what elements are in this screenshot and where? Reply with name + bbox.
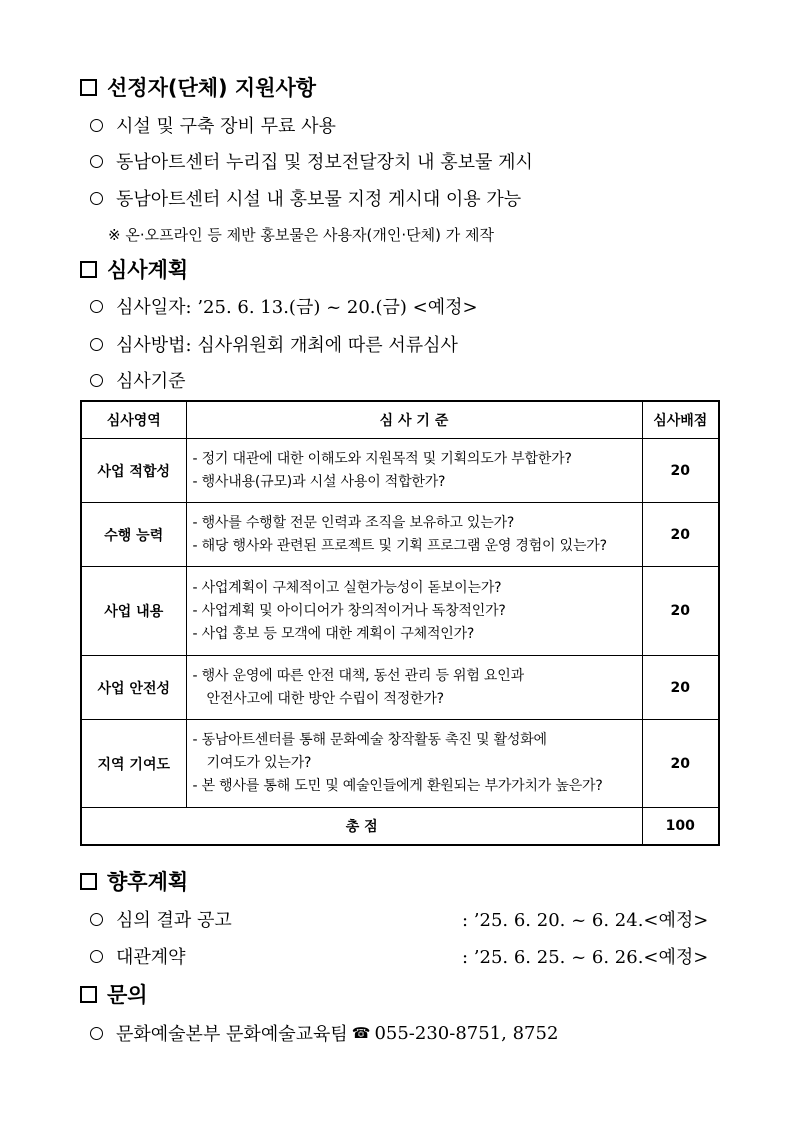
column-header: 심사영역	[81, 401, 186, 439]
list-item: 동남아트센터 누리집 및 정보전달장치 내 홍보물 게시	[90, 147, 533, 175]
list-item	[90, 1019, 558, 1047]
circle-bullet-icon	[90, 300, 103, 313]
section-heading-support	[80, 72, 316, 102]
table-row	[81, 656, 719, 720]
category-cell: 수행 능력	[81, 503, 186, 567]
contact-phone: 055-230-8751, 8752	[374, 1022, 559, 1044]
criteria-cell: - 행사 운영에 따른 안전 대책, 동선 관리 등 위험 요인과 안전사고에 대한 방안 수립이 적정한가?	[186, 656, 642, 720]
circle-bullet-icon	[90, 950, 103, 963]
list-item: 대관계약 : ’25. 6. 25. ~ 6. 26.<예정>	[90, 942, 730, 970]
note: ※ 온·오프라인 등 제반 홍보물은 사용자(개인·단체) 가 제작	[108, 225, 494, 244]
category-cell: 사업 안전성	[81, 656, 186, 720]
section-title: 향후계획	[107, 870, 189, 894]
table-row	[81, 567, 719, 656]
section-title: 심사계획	[107, 258, 189, 282]
contact-department: 문화예술본부 문화예술교육팀	[116, 1024, 348, 1045]
table-header-row	[81, 401, 719, 439]
circle-bullet-icon	[90, 155, 103, 168]
list-item: 심사방법: 심사위원회 개최에 따른 서류심사	[90, 330, 458, 358]
circle-bullet-icon	[90, 913, 103, 926]
section-title: 선정자(단체) 지원사항	[107, 76, 317, 100]
list-item: 심사기준	[90, 366, 186, 394]
category-cell: 지역 기여도	[81, 720, 186, 808]
checkbox-square-icon	[80, 873, 97, 890]
list-item: 심사일자: ’25. 6. 13.(금) ~ 20.(금) <예정>	[90, 292, 478, 320]
criteria-cell: - 정기 대관에 대한 이해도와 지원목적 및 기획의도가 부합한가? - 행사내용(규모)과 시설 사용이 적합한가?	[186, 439, 642, 503]
circle-bullet-icon	[90, 119, 103, 132]
total-row	[81, 808, 719, 846]
list-item: 심의 결과 공고 : ’25. 6. 20. ~ 6. 24.<예정>	[90, 905, 730, 933]
category-cell: 사업 적합성	[81, 439, 186, 503]
circle-bullet-icon	[90, 338, 103, 351]
table-row	[81, 720, 719, 808]
section-heading-contact	[80, 979, 148, 1009]
score-cell: 20	[642, 439, 719, 503]
criteria-cell: - 동남아트센터를 통해 문화예술 창작활동 촉진 및 활성화에 기여도가 있는가? - 본 행사를 통해 도민 및 예술인들에게 환원되는 부가가치가 높은가?	[186, 720, 642, 808]
section-heading-review	[80, 254, 188, 284]
criteria-cell: - 사업계획이 구체적이고 실현가능성이 돋보이는가? - 사업계획 및 아이디어가 창의적이거나 독창적인가? - 사업 홍보 등 모객에 대한 계획이 구체적인가?	[186, 567, 642, 656]
checkbox-square-icon	[80, 986, 97, 1003]
table-row	[81, 503, 719, 567]
score-cell: 20	[642, 567, 719, 656]
section-title: 문의	[107, 983, 148, 1007]
criteria-cell: - 행사를 수행할 전문 인력과 조직을 보유하고 있는가? - 해당 행사와 관련된 프로젝트 및 기획 프로그램 운영 경험이 있는가?	[186, 503, 642, 567]
column-header: 심 사 기 준	[186, 401, 642, 439]
list-item: 동남아트센터 시설 내 홍보물 지정 게시대 이용 가능	[90, 184, 521, 212]
score-cell: 20	[642, 656, 719, 720]
circle-bullet-icon	[90, 374, 103, 387]
table-row	[81, 439, 719, 503]
list-item: 시설 및 구축 장비 무료 사용	[90, 111, 336, 139]
total-label: 총 점	[81, 808, 642, 846]
total-score: 100	[642, 808, 719, 846]
score-cell: 20	[642, 503, 719, 567]
section-heading-plan	[80, 866, 188, 896]
circle-bullet-icon	[90, 1027, 103, 1040]
circle-bullet-icon	[90, 192, 103, 205]
phone-icon: ☎	[351, 1024, 371, 1042]
category-cell: 사업 내용	[81, 567, 186, 656]
column-header: 심사배점	[642, 401, 719, 439]
checkbox-square-icon	[80, 261, 97, 278]
criteria-table	[80, 400, 720, 846]
checkbox-square-icon	[80, 79, 97, 96]
score-cell: 20	[642, 720, 719, 808]
